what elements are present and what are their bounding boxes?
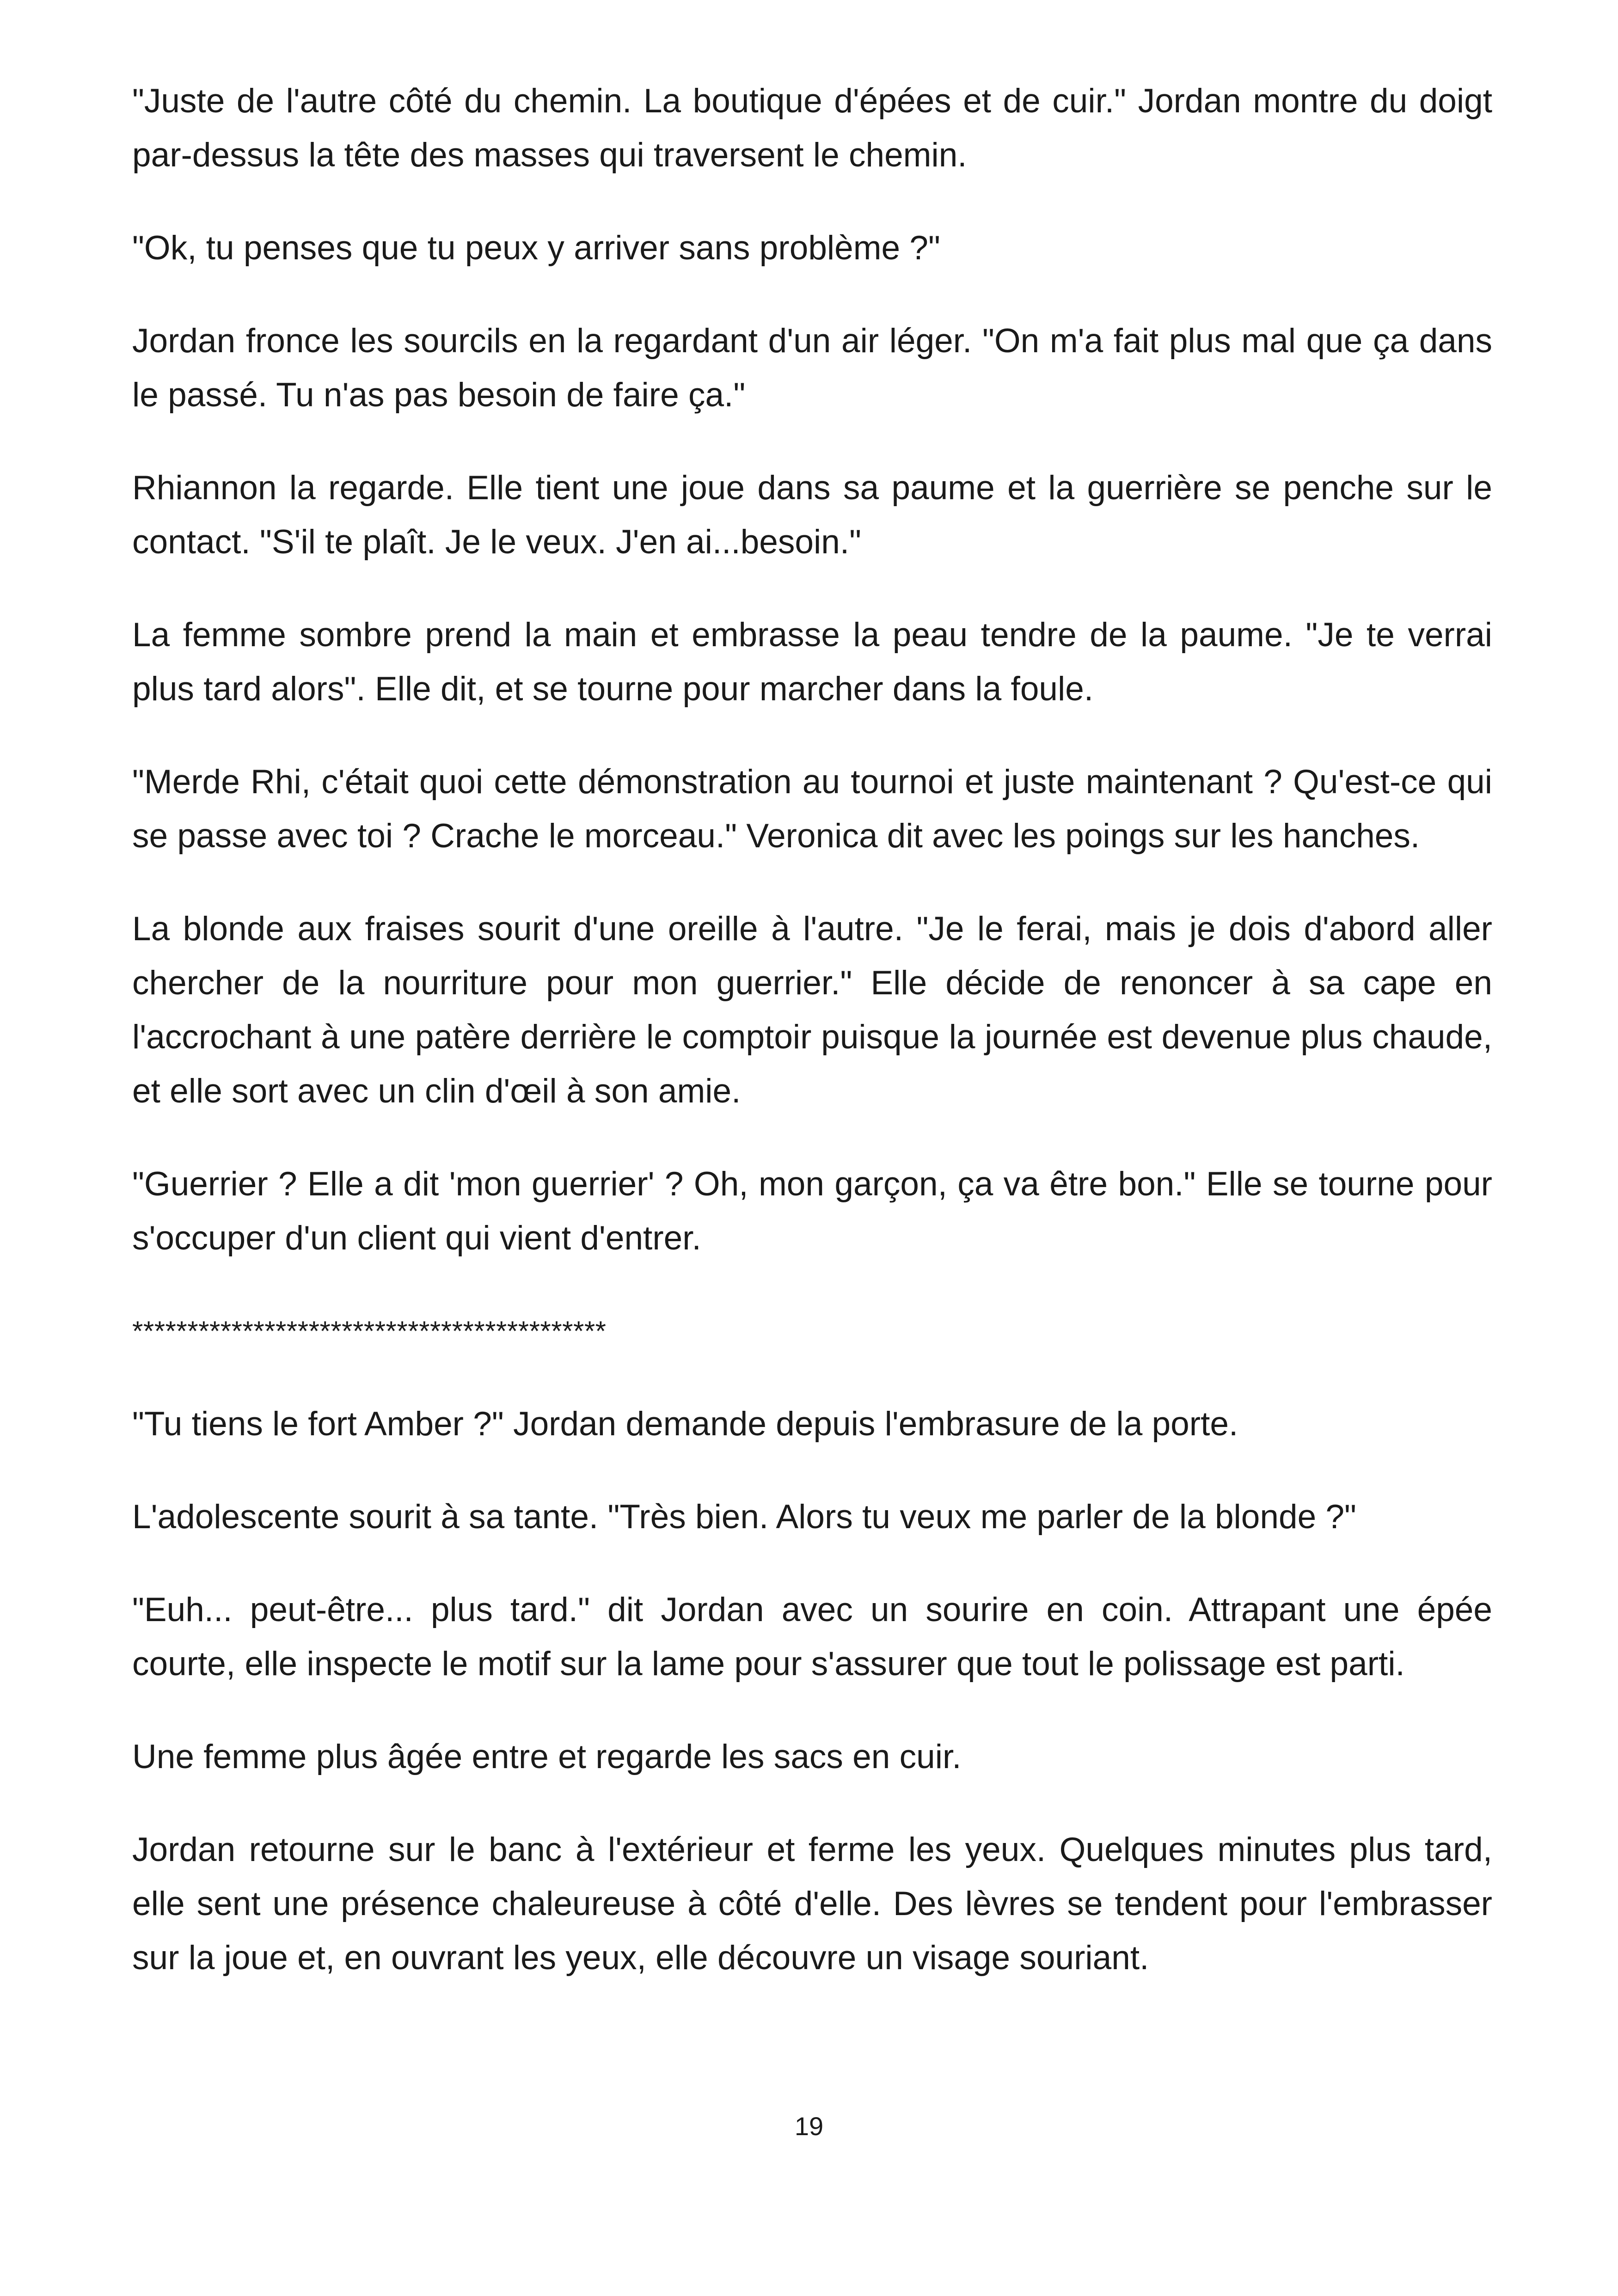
paragraph: L'adolescente sourit à sa tante. "Très bien. Alors tu veux me parler de la blonde ?": [132, 1498, 1356, 1536]
paragraph: "Guerrier ? Elle a dit 'mon guerrier' ? Oh, mon garçon, ça va être bon." Elle se tourne pour s'occuper d'un client qui vient d'entrer.: [132, 1165, 1492, 1257]
paragraph: "Ok, tu penses que tu peux y arriver sans problème ?": [132, 229, 940, 267]
paragraph: Rhiannon la regarde. Elle tient une joue dans sa paume et la guerrière se penche sur le contact. "S'il te plaît. Je le veux. J'en ai...besoin.": [132, 469, 1492, 561]
paragraph: "Euh... peut-être... plus tard." dit Jordan avec un sourire en coin. Attrapant une épée courte, elle inspecte le motif sur la lame pour s'assurer que tout le polissage est parti.: [132, 1591, 1492, 1683]
paragraph: Jordan fronce les sourcils en la regardant d'un air léger. "On m'a fait plus mal que ça dans le passé. Tu n'as pas besoin de faire ça.": [132, 322, 1492, 414]
paragraph: Jordan retourne sur le banc à l'extérieur et ferme les yeux. Quelques minutes plus tard, elle sent une présence chaleureuse à côté d'elle. Des lèvres se tendent pour l'embrasser sur la joue et, en ouvrant les yeux, elle découvre un visage souriant.: [132, 1831, 1492, 1977]
scene-separator: *******************************************: [132, 1316, 607, 1347]
page-number: 19: [794, 2112, 824, 2141]
paragraph: "Tu tiens le fort Amber ?" Jordan demande depuis l'embrasure de la porte.: [132, 1405, 1238, 1443]
paragraph: La femme sombre prend la main et embrasse la peau tendre de la paume. "Je te verrai plus tard alors". Elle dit, et se tourne pour marcher dans la foule.: [132, 616, 1492, 708]
paragraph: Une femme plus âgée entre et regarde les sacs en cuir.: [132, 1738, 962, 1776]
paragraph: "Juste de l'autre côté du chemin. La boutique d'épées et de cuir." Jordan montre du doigt par-dessus la tête des masses qui traversent le chemin.: [132, 82, 1492, 174]
paragraph: La blonde aux fraises sourit d'une oreille à l'autre. "Je le ferai, mais je dois d'abord aller chercher de la nourriture pour mon guerrier." Elle décide de renoncer à sa cape en l'accrochant à une patère derrière le comptoir puisque la journée est devenue plus chaude, et elle sort avec un clin d'œil à son amie.: [132, 910, 1492, 1110]
body-text: [132, 74, 1492, 2024]
paragraph: "Merde Rhi, c'était quoi cette démonstration au tournoi et juste maintenant ? Qu'est-ce qui se passe avec toi ? Crache le morceau." Veronica dit avec les poings sur les hanches.: [132, 763, 1492, 855]
